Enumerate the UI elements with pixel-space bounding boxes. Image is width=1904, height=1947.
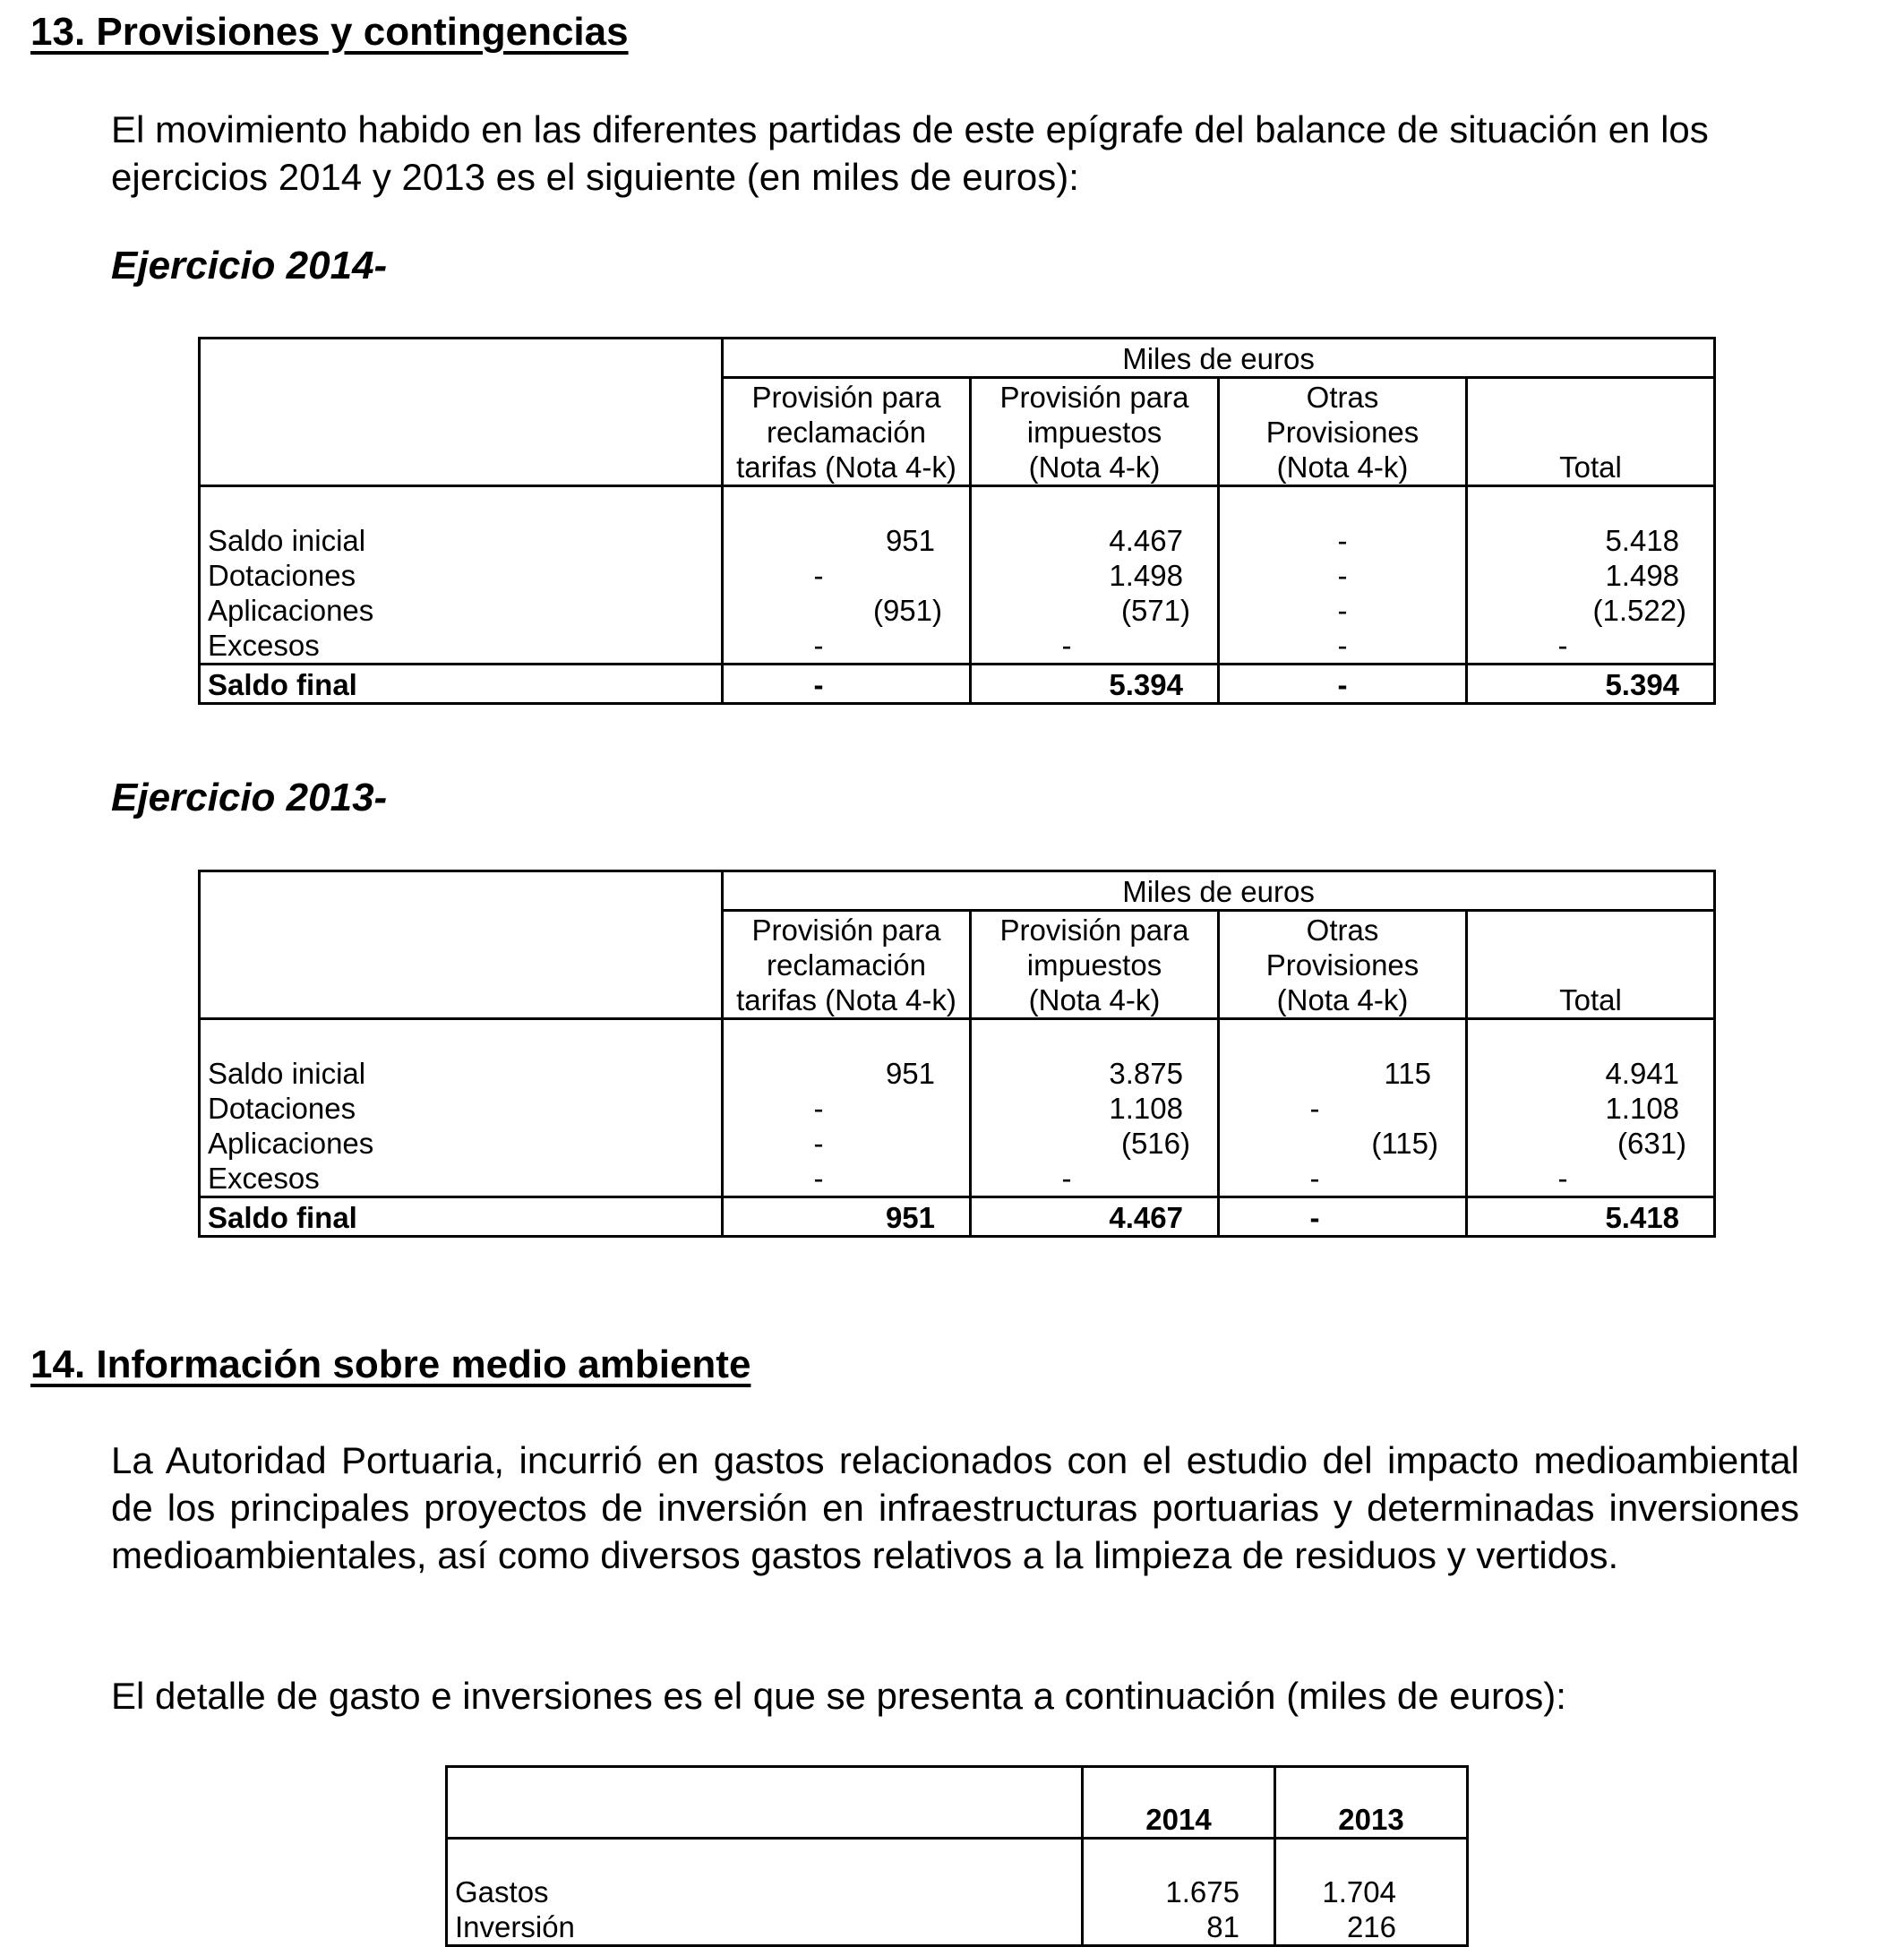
year-header-2014: 2014: [1083, 1767, 1275, 1839]
provisions-table-2013: [198, 870, 1716, 1238]
table-row: Inversión 81 216: [447, 1909, 1468, 1946]
blank-corner: [200, 378, 723, 486]
environment-table: [445, 1765, 1469, 1947]
heading-2014: Ejercicio 2014-: [111, 244, 388, 287]
table-row: Dotaciones - 1.498 - 1.498: [200, 558, 1715, 593]
section-14-detail-intro: El detalle de gasto e inversiones es el que se presenta a continuación (miles de euros):: [111, 1675, 1566, 1717]
table-row: Dotaciones - 1.108 - 1.108: [200, 1091, 1715, 1126]
blank-corner: [200, 339, 723, 378]
provisions-table-2014: [198, 337, 1716, 705]
year-header-2013: 2013: [1275, 1767, 1468, 1839]
blank-corner: [200, 871, 723, 911]
col-header-otras: Otras Provisiones (Nota 4-k): [1219, 911, 1467, 1019]
table-row: Saldo inicial 951 3.875 115 4.941: [200, 1056, 1715, 1091]
group-header: Miles de euros: [723, 339, 1715, 378]
col-header-otras: Otras Provisiones (Nota 4-k): [1219, 378, 1467, 486]
col-header-impuestos: Provisión para impuestos (Nota 4-k): [971, 378, 1219, 486]
table-row: Saldo inicial 951 4.467 - 5.418: [200, 523, 1715, 558]
heading-2013: Ejercicio 2013-: [111, 776, 388, 819]
section-14-paragraph: La Autoridad Portuaria, incurrió en gastos relacionados con el estudio del impacto medioambiental de los principales proyectos de inversión en infraestructuras portuarias y determinadas inversiones medioambientales, así como diversos gastos relativos a la limpieza de residuos y vertidos.: [111, 1439, 1799, 1576]
table-row-total: Saldo final - 5.394 - 5.394: [200, 665, 1715, 704]
table-row: Aplicaciones (951) (571) - (1.522): [200, 593, 1715, 628]
col-header-impuestos: Provisión para impuestos (Nota 4-k): [971, 911, 1219, 1019]
table-row: Excesos - - - -: [200, 1161, 1715, 1197]
section-13-title: 13. Provisiones y contingencias: [30, 10, 629, 54]
section-13-intro: El movimiento habido en las diferentes partidas de este epígrafe del balance de situación en los ejercicios 2014 y 2013 es el siguiente (en miles de euros):: [111, 108, 1709, 198]
blank-corner: [200, 911, 723, 1019]
section-14-title: 14. Información sobre medio ambiente: [30, 1342, 751, 1386]
col-header-reclamacion: Provisión para reclamación tarifas (Nota 4-k): [723, 378, 971, 486]
group-header: Miles de euros: [723, 871, 1715, 911]
col-header-total: Total: [1467, 378, 1715, 486]
table-row: Excesos - - - -: [200, 628, 1715, 665]
table-row: Gastos 1.675 1.704: [447, 1874, 1468, 1909]
blank-corner: [447, 1767, 1083, 1839]
table-row-total: Saldo final 951 4.467 - 5.418: [200, 1197, 1715, 1237]
col-header-total: Total: [1467, 911, 1715, 1019]
table-row: Aplicaciones - (516) (115) (631): [200, 1126, 1715, 1161]
col-header-reclamacion: Provisión para reclamación tarifas (Nota 4-k): [723, 911, 971, 1019]
